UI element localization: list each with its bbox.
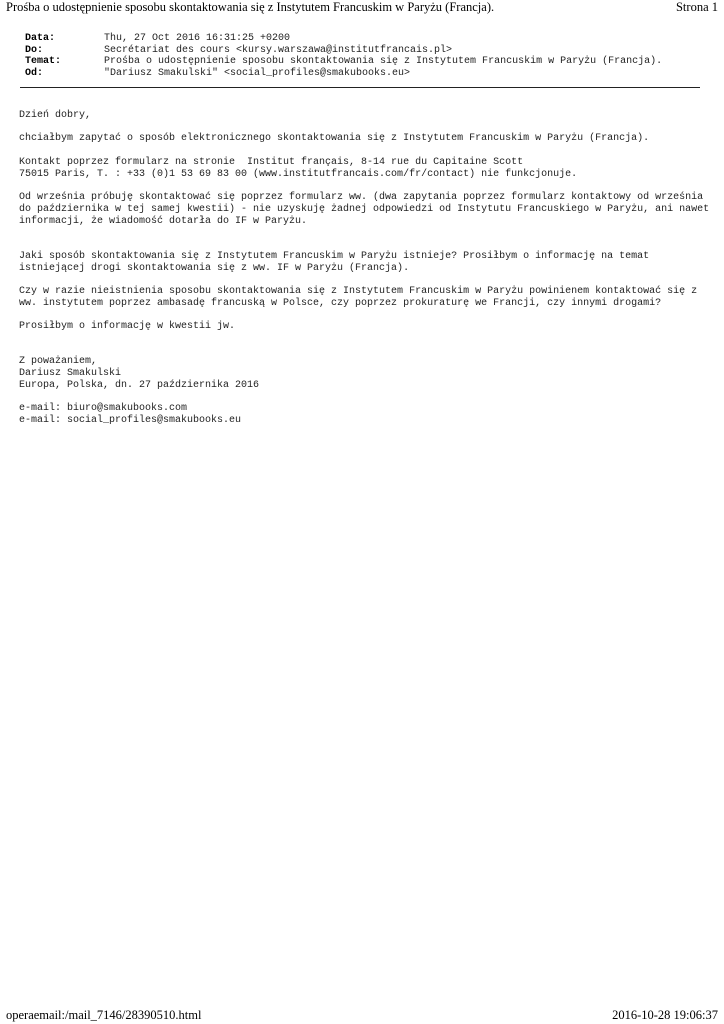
header-divider	[20, 87, 700, 88]
email-header-block	[25, 33, 662, 79]
email-body	[19, 110, 709, 438]
body-line: e-mail: social_profiles@smakubooks.eu	[19, 415, 242, 427]
greeting-paragraph	[19, 110, 709, 122]
email-from-value: "Dariusz Smakulski" <social_profiles@smakubooks.eu>	[104, 67, 411, 79]
email-header-label: Temat:	[25, 56, 62, 68]
alternative-paragraph	[19, 286, 709, 310]
print-footer	[6, 1008, 718, 1024]
body-line: ww. instytutem poprzez ambasadę francuską w Polsce, czy poprzez prokuraturę we Francji, czy innymi drogami?	[19, 297, 662, 309]
body-line: chciałbym zapytać o sposób elektronicznego skontaktowania się z Instytutem Francuskim w Paryżu (Francja).	[19, 133, 650, 145]
email-subject-value: Prośba o udostępnienie sposobu skontaktowania się z Instytutem Francuskim w Paryżu (Francja).	[104, 56, 663, 68]
request-paragraph	[19, 251, 709, 275]
email-header-row-date	[25, 33, 662, 45]
print-footer-url: operaemail:/mail_7146/28390510.html	[6, 1008, 202, 1022]
email-to-value: Secrétariat des cours <kursy.warszawa@institutfrancais.pl>	[104, 44, 453, 56]
print-header	[6, 0, 718, 16]
email-header-label: Data:	[25, 33, 56, 44]
contact-emails-paragraph	[19, 403, 709, 427]
print-header-title: Prośba o udostępnienie sposobu skontaktowania się z Instytutem Francuskim w Paryżu (Francja).	[6, 0, 495, 14]
contact-paragraph	[19, 157, 709, 181]
body-line: Prosiłbym o informację w kwestii jw.	[19, 321, 236, 333]
body-line: informacji, że wiadomość dotarła do IF w Paryżu.	[19, 215, 308, 227]
email-header-label: Do:	[25, 44, 44, 56]
body-line: Europa, Polska, dn. 27 października 2016	[19, 379, 260, 391]
question-paragraph	[19, 133, 709, 145]
body-line: do października w tej samej kwestii) - nie uzyskuję żadnej odpowiedzi od Instytutu Francuskiego w Paryżu, ani nawet	[19, 203, 710, 215]
attempts-paragraph	[19, 192, 709, 227]
body-line: Czy w razie nieistnienia sposobu skontaktowania się z Instytutem Francuskim w Paryżu powinienem kontaktować się z	[19, 285, 698, 297]
email-header-label: Od:	[25, 67, 44, 79]
body-line: e-mail: biuro@smakubooks.com	[19, 403, 188, 415]
body-line: 75015 Paris, T. : +33 (0)1 53 69 83 00 (www.institutfrancais.com/fr/contact) nie funkcjonuje.	[19, 168, 578, 180]
email-header-row-subject	[25, 56, 662, 68]
body-line: Od września próbuję skontaktować się poprzez formularz ww. (dwa zapytania poprzez formularz kontaktowy od września	[19, 191, 704, 203]
email-header-row-to	[25, 45, 662, 57]
body-line: Kontakt poprzez formularz na stronie Institut français, 8-14 rue du Capitaine Scott	[19, 156, 524, 168]
body-line: Z poważaniem,	[19, 356, 98, 368]
request-info-paragraph	[19, 321, 709, 333]
body-line: Jaki sposób skontaktowania się z Instytutem Francuskim w Paryżu istnieje? Prosiłbym o informację na temat	[19, 250, 650, 262]
body-line: Dariusz Smakulski	[19, 368, 122, 380]
signature-paragraph	[19, 356, 709, 391]
print-footer-datetime: 2016-10-28 19:06:37	[612, 1008, 718, 1022]
print-header-page-number: Strona 1	[675, 0, 718, 14]
email-date-value: Thu, 27 Oct 2016 16:31:25 +0200	[104, 33, 291, 44]
body-line: Dzień dobry,	[19, 110, 92, 121]
body-line: istniejącej drogi skontaktowania się z ww. IF w Paryżu (Francja).	[19, 262, 410, 274]
email-header-row-from	[25, 68, 662, 80]
